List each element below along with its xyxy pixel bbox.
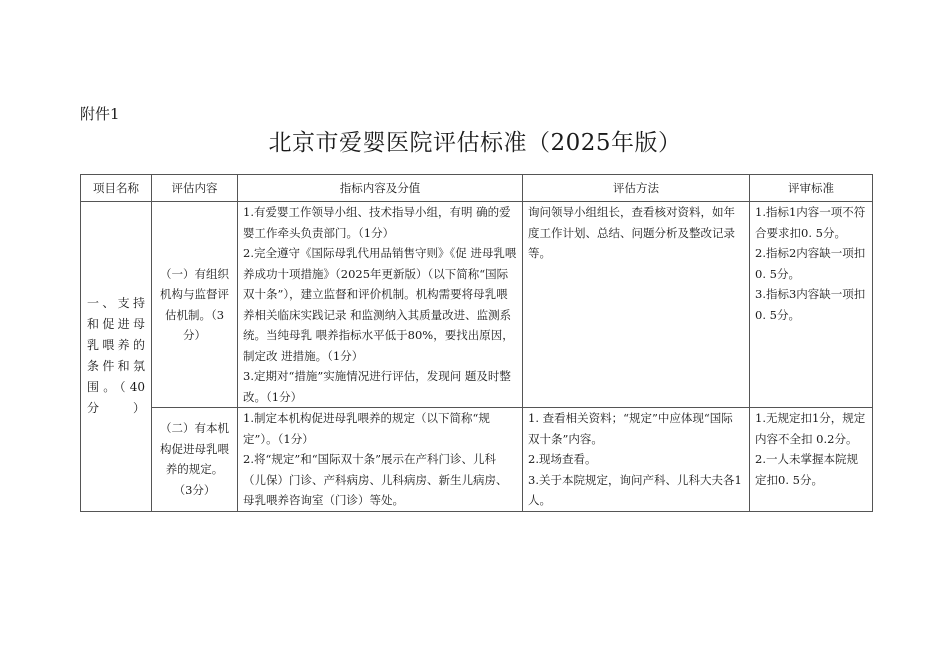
method-item: 1. 查看相关资料；“规定”中应体现“国际双十条”内容。 [528,411,733,446]
header-evaluation-method: 评估方法 [523,175,750,202]
evaluation-standard-table [80,174,873,512]
header-evaluation-content: 评估内容 [152,175,238,202]
table-row [81,202,873,408]
document-title: 北京市爱婴医院评估标准（2025年版） [268,130,682,156]
criteria-item: 2.指标2内容缺一项扣0. 5分。 [755,246,866,281]
criteria-item: 1.无规定扣1分，规定内容不全扣 0.2分。 [755,411,866,446]
method-item: 询问领导小组组长，查看核对资料，如年度工作计划、总结、问题分析及整改记录等。 [528,205,735,260]
method-cell [523,202,750,408]
indicator-item: 1.制定本机构促进母乳喂养的规定（以下简称“规定”）。（1分） [243,411,490,446]
indicator-item: 2.将“规定”和“国际双十条”展示在产科门诊、儿科（儿保）门诊、产科病房、儿科病房、新生儿病房、母乳喂养咨询室（门诊）等处。 [243,452,508,507]
header-review-criteria: 评审标准 [750,175,873,202]
criteria-item: 2.一人未掌握本院规定扣0. 5分。 [755,452,858,487]
criteria-cell [750,408,873,512]
attachment-label: 附件1 [80,105,120,123]
header-indicator-score: 指标内容及分值 [238,175,523,202]
indicator-cell [238,408,523,512]
category-cell: 一、支持和促进母乳喂养的条件和氛围。（40分） [81,202,152,512]
evaluation-content-cell: （二）有本机构促进母乳喂养的规定。（3分） [152,408,238,512]
table-header-row [81,175,873,202]
indicator-item: 2.完全遵守《国际母乳代用品销售守则》《促 进母乳喂养成功十项措施》（2025年更新版）（以下简称“国际双十条”），建立监督和评价机制。机构需要将母乳喂养相关临床实践记录 和监测纳入其质量改进、监测系统。当纯母乳 喂养指标水平低于80%，要找出原因，制定改 进措施。（1分） [243,246,517,363]
criteria-cell [750,202,873,408]
criteria-item: 1.指标1内容一项不符合要求扣0. 5分。 [755,205,866,240]
method-item: 2.现场查看。 [528,452,597,466]
indicator-cell [238,202,523,408]
method-cell [523,408,750,512]
indicator-item: 1.有爱婴工作领导小组、技术指导小组，有明 确的爱婴工作牵头负责部门。（1分） [243,205,511,240]
header-project-name: 项目名称 [81,175,152,202]
table-row [81,408,873,512]
method-item: 3.关于本院规定，询问产科、儿科大夫各1人。 [528,472,742,507]
criteria-item: 3.指标3内容缺一项扣0. 5分。 [755,287,866,322]
evaluation-content-cell: （一）有组织机构与监督评估机制。（3分） [152,202,238,408]
indicator-item: 3.定期对“措施”实施情况进行评估，发现问 题及时整改。（1分） [243,369,511,404]
